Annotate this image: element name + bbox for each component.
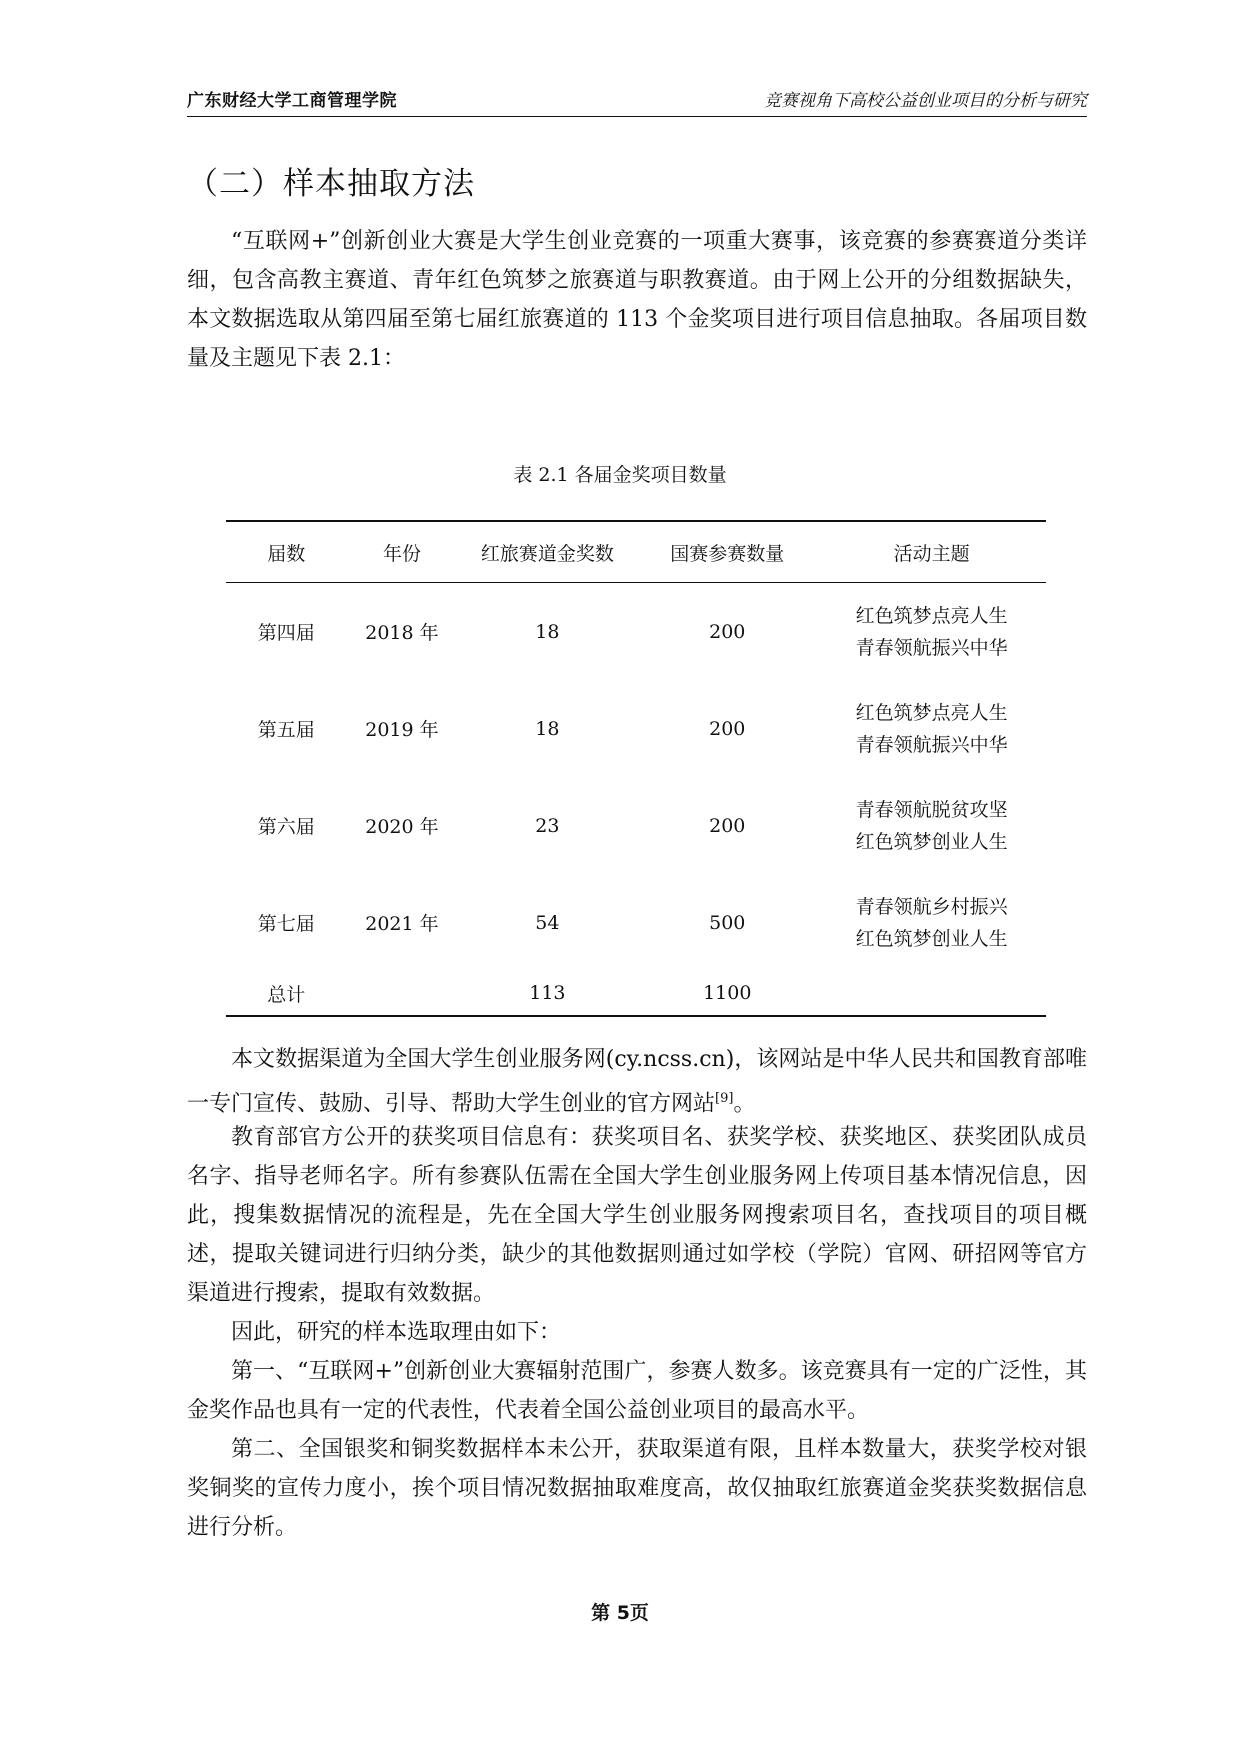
section-title: （二）样本抽取方法: [187, 166, 475, 202]
header-school: 广东财经大学工商管理学院: [187, 91, 397, 111]
header-theme: 活动主题: [893, 542, 970, 565]
header-national-count: 国赛参赛数量: [670, 542, 785, 565]
cell-national: 200: [709, 620, 746, 643]
header-gold-count: 红旅赛道金奖数: [480, 542, 614, 565]
page-number: 第 5页: [591, 1602, 649, 1624]
cell-year: 2020 年: [365, 816, 439, 838]
cell-edition: 第五届: [257, 719, 315, 741]
paragraph-reason-one: 第一、“互联网+”创新创业大赛辐射范围广，参赛人数多。该竞赛具有一定的广泛性，其金奖作品也具有一定的代表性，代表着全国公益创业项目的最高水平。: [187, 1359, 1087, 1423]
header-year: 年份: [382, 542, 421, 565]
theme-line: 青春领航乡村振兴: [855, 895, 1008, 918]
theme-line: 红色筑梦点亮人生: [855, 604, 1008, 627]
cell-total-national: 1100: [703, 982, 752, 1004]
cell-national: 200: [709, 814, 746, 837]
cell-gold: 18: [535, 717, 560, 740]
cell-year: 2018 年: [365, 622, 439, 644]
table-row: [226, 680, 1046, 777]
paragraph-reason-two: 第二、全国银奖和铜奖数据样本未公开，获取渠道有限，且样本数量大，获奖学校对银奖铜奖的宣传力度小，挨个项目情况数据抽取难度高，故仅抽取红旅赛道金奖获奖数据信息进行分析。: [187, 1437, 1087, 1540]
citation-ref: [9]: [715, 1091, 734, 1106]
cell-total-year: [346, 971, 457, 1016]
cell-theme: [817, 777, 1046, 874]
cell-edition: 第七届: [257, 913, 315, 935]
theme-line: 青春领航脱贫攻坚: [855, 798, 1008, 821]
cell-year: 2021 年: [365, 913, 439, 935]
table-caption: 表 2.1 各届金奖项目数量: [513, 464, 727, 486]
theme-line: 红色筑梦创业人生: [855, 927, 1008, 950]
header-edition: 届数: [267, 542, 306, 565]
paragraph-intro: “互联网+”创新创业大赛是大学生创业竞赛的一项重大赛事，该竞赛的参赛赛道分类详细，包含高教主赛道、青年红色筑梦之旅赛道与职教赛道。由于网上公开的分组数据缺失，本文数据选取从第四届至第七届红旅赛道的 113 个金奖项目进行项目信息抽取。各届项目数量及主题见下表 2.1：: [187, 229, 1087, 371]
table-header-row: [226, 521, 1046, 583]
cell-gold: 54: [535, 911, 560, 934]
table-row: [226, 874, 1046, 971]
cell-national: 200: [709, 717, 746, 740]
cell-edition: 第六届: [257, 816, 315, 838]
cell-edition: 第四届: [257, 622, 315, 644]
cell-theme: [817, 680, 1046, 777]
cell-year: 2019 年: [365, 719, 439, 741]
page-header: [187, 86, 1087, 117]
table-total-row: [226, 971, 1046, 1016]
table-row: [226, 583, 1046, 681]
cell-gold: 18: [535, 620, 560, 643]
gold-award-table: [226, 520, 1046, 1017]
paragraph-data-source: [187, 1040, 1087, 1123]
header-paper-title: 竞赛视角下高校公益创业项目的分析与研究: [764, 91, 1087, 111]
table-row: [226, 777, 1046, 874]
cell-theme: [817, 583, 1046, 681]
theme-line: 红色筑梦点亮人生: [855, 701, 1008, 724]
data-source-end: 。: [733, 1091, 756, 1117]
cell-theme: [817, 874, 1046, 971]
theme-line: 青春领航振兴中华: [855, 733, 1008, 756]
cell-total-theme: [817, 971, 1046, 1016]
data-source-text: 本文数据渠道为全国大学生创业服务网(cy.ncss.cn)，该网站是中华人民共和国教育部唯一专门宣传、鼓励、引导、帮助大学生创业的官方网站: [187, 1047, 1087, 1117]
paragraph-reasons-intro: 因此，研究的样本选取理由如下：: [231, 1320, 562, 1345]
theme-line: 红色筑梦创业人生: [855, 830, 1008, 853]
cell-total-label: 总计: [267, 983, 306, 1006]
cell-total-gold: 113: [529, 982, 566, 1004]
paragraph-collection-process: 教育部官方公开的获奖项目信息有：获奖项目名、获奖学校、获奖地区、获奖团队成员名字、指导老师名字。所有参赛队伍需在全国大学生创业服务网上传项目基本情况信息，因此，搜集数据情况的流程是，先在全国大学生创业服务网搜索项目名，查找项目的项目概述，提取关键词进行归纳分类，缺少的其他数据则通过如学校（学院）官网、研招网等官方渠道进行搜索，提取有效数据。: [187, 1125, 1087, 1306]
cell-national: 500: [709, 911, 746, 934]
theme-line: 青春领航振兴中华: [855, 636, 1008, 659]
cell-gold: 23: [535, 814, 560, 837]
